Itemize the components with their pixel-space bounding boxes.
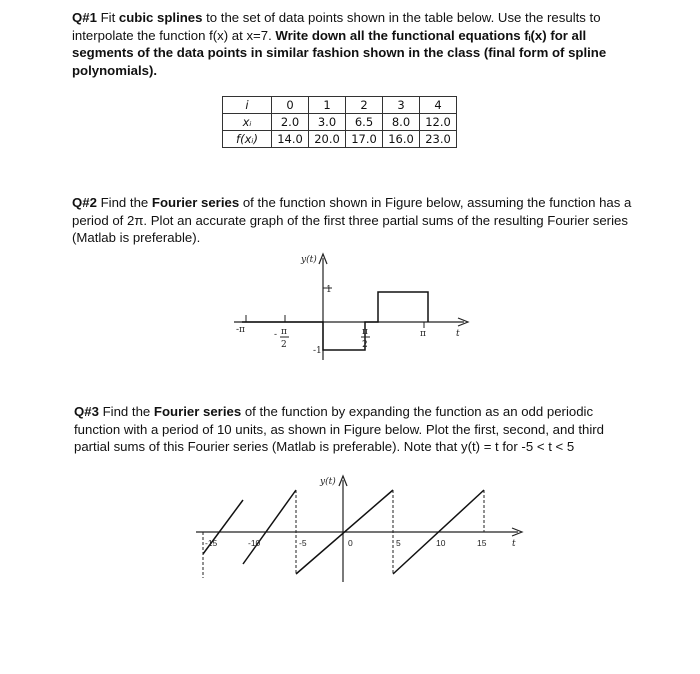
q2-bold-1: Fourier series [151, 195, 240, 210]
table-cell: 3 [383, 97, 420, 114]
q2-ylabel: y(t) [301, 255, 317, 265]
table-cell: 12.0 [420, 114, 457, 131]
q2-xlabel: t [456, 329, 460, 339]
table-cell: 8.0 [383, 114, 420, 131]
question-3 [74, 403, 630, 456]
table-cell: 1 [309, 97, 346, 114]
q1-bold-2: Write down all the functional equations fᵢ(x) for all segments of the data points in similar fashion shown in the class (final form of spline polynomials). [72, 27, 607, 78]
q2-label-neg-pi: -π [236, 325, 245, 335]
q2-frac-den-left: 2 [281, 340, 287, 350]
table-cell: 4 [420, 97, 457, 114]
table-row-x [223, 114, 457, 131]
table-row-f [223, 131, 457, 148]
q1-text-2: to the set of data points shown in the table below. Use the results to interpolate the function f(x) at x=7. [72, 10, 601, 43]
q2-frac-den-right: 2 [362, 340, 368, 350]
table-row-i [223, 97, 457, 114]
row-label-i: i [223, 97, 272, 114]
q3-tick-neg15: -15 [205, 538, 218, 548]
q3-tick-neg5: -5 [299, 538, 307, 548]
q2-signal [242, 292, 428, 350]
table-cell: 17.0 [346, 131, 383, 148]
q3-tick-15: 15 [477, 538, 487, 548]
q3-tick-0: 0 [348, 538, 353, 548]
row-label-x: xᵢ [223, 114, 272, 131]
row-label-f: f(xᵢ) [223, 131, 272, 148]
q2-neg-sign: - [274, 330, 278, 340]
table-cell: 20.0 [309, 131, 346, 148]
q3-xlabel: t [512, 539, 516, 549]
table-cell: 2.0 [272, 114, 309, 131]
q2-label: Q#2 [72, 195, 97, 210]
q1-label: Q#1 [72, 10, 97, 25]
q1-bold-1: cubic splines [118, 10, 203, 25]
table-cell: 6.5 [346, 114, 383, 131]
q2-label-pi: π [420, 329, 426, 339]
q3-tick-neg10: -10 [248, 538, 261, 548]
q2-frac-num-right: π [362, 327, 368, 337]
q2-label-one: 1 [326, 285, 332, 295]
question-1 [72, 9, 632, 79]
question-2 [72, 194, 632, 247]
q3-tick-10: 10 [436, 538, 446, 548]
q3-tick-5: 5 [396, 538, 401, 548]
table-cell: 23.0 [420, 131, 457, 148]
q3-bold-1: Fourier series [153, 404, 242, 419]
table-cell: 0 [272, 97, 309, 114]
q3-text-1: Find the [98, 404, 154, 419]
q3-figure [186, 470, 526, 590]
q2-text-1: Find the [96, 195, 152, 210]
q3-text-2: of the function by expanding the function as an odd periodic function with a period of 10 units, as shown in Figure below. Plot the first, second, and third partial sums of this Fourier series (Matlab is preferable). Note that y(t) = t for -5 < t < 5 [74, 404, 604, 454]
q3-label: Q#3 [74, 404, 99, 419]
q2-frac-num-left: π [281, 327, 287, 337]
q1-text-1: Fit [96, 10, 119, 25]
data-table [222, 96, 457, 148]
q3-ramp-2 [243, 490, 296, 564]
q3-ylabel: y(t) [320, 477, 336, 487]
q2-label-neg-one: -1 [313, 346, 322, 356]
q2-figure [228, 248, 478, 368]
q2-text-2: of the function shown in Figure below, assuming the function has a period of 2π. Plot an accurate graph of the first three partial sums of the resulting Fourier series (Matlab is preferable). [72, 195, 632, 245]
table-cell: 16.0 [383, 131, 420, 148]
table-cell: 3.0 [309, 114, 346, 131]
table-cell: 14.0 [272, 131, 309, 148]
table-cell: 2 [346, 97, 383, 114]
